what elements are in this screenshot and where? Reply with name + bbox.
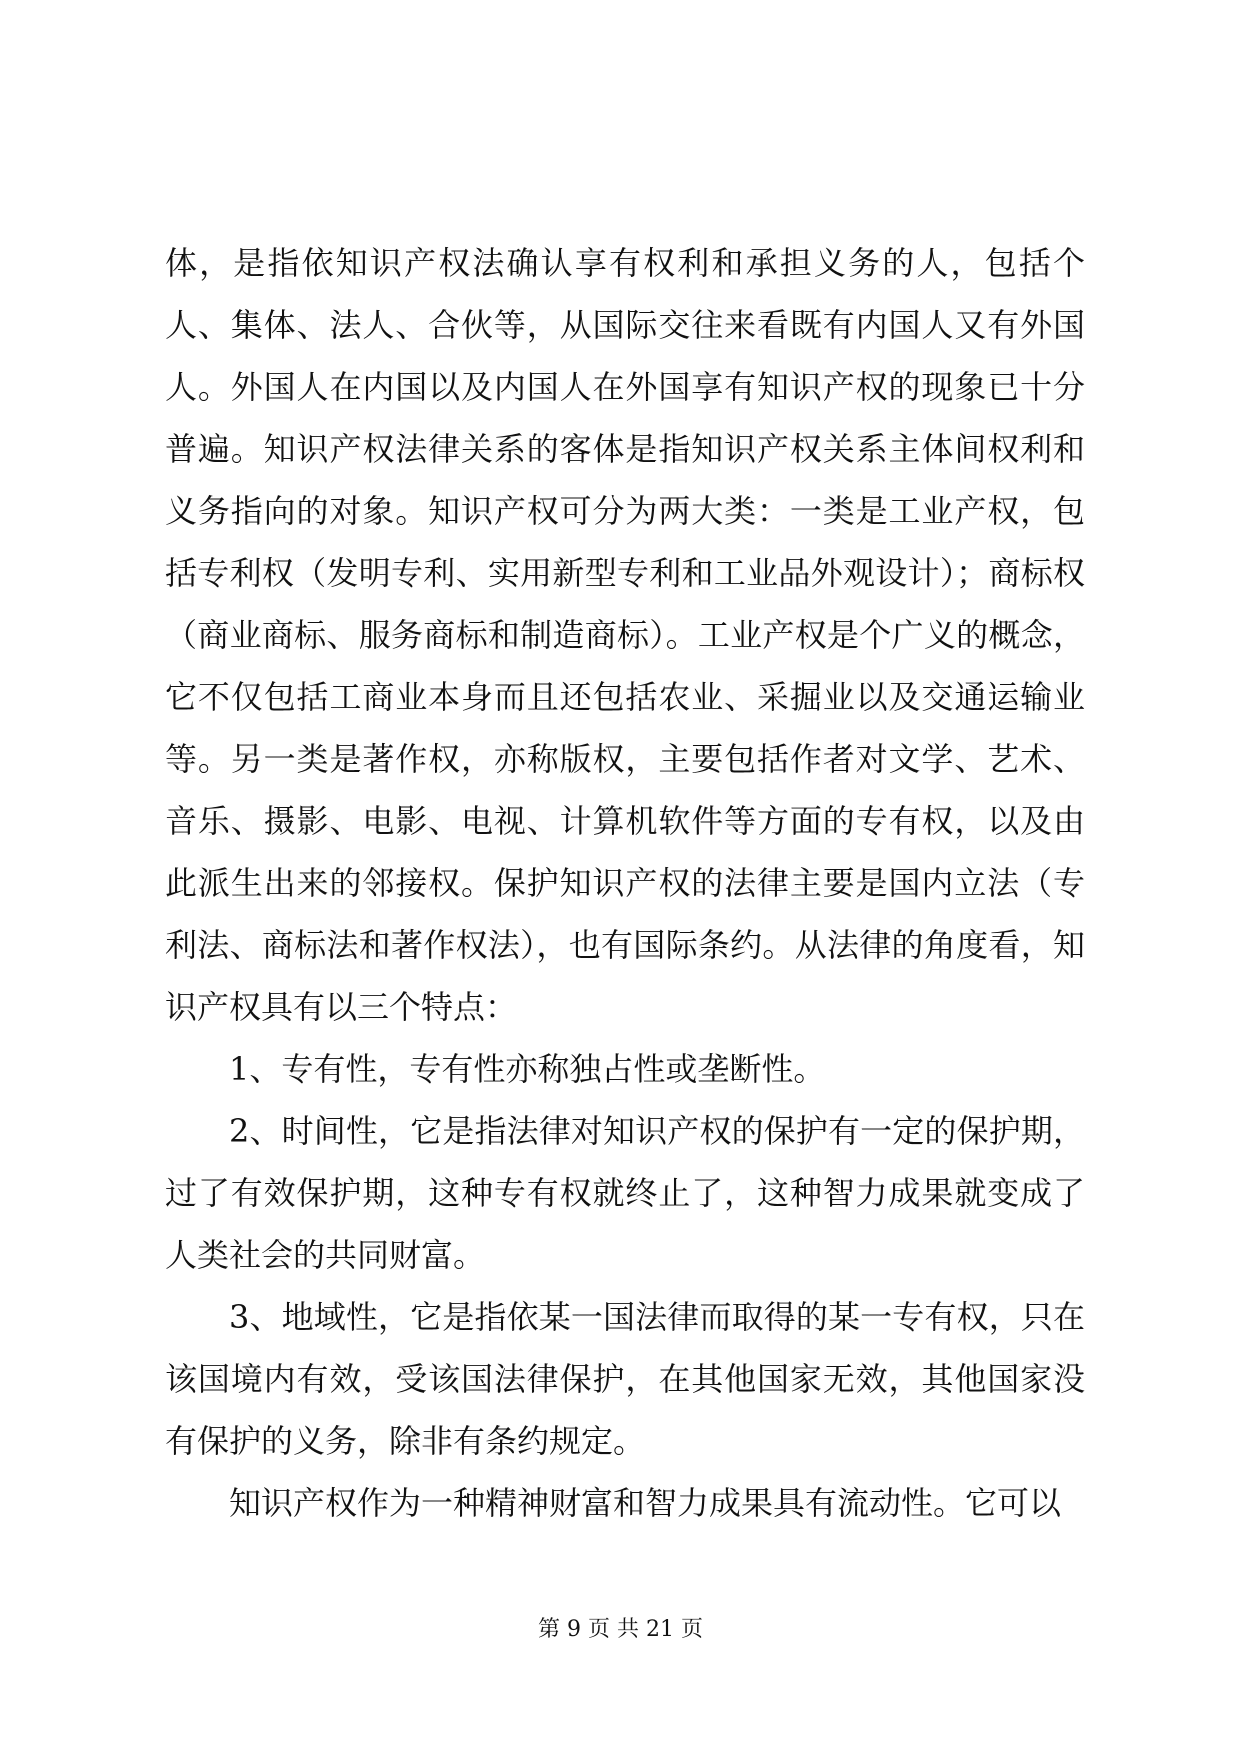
document-body	[165, 232, 1085, 1534]
paragraph-continuation: 体，是指依知识产权法确认享有权利和承担义务的人，包括个人、集体、法人、合伙等，从国际交往来看既有内国人又有外国人。外国人在内国以及内国人在外国享有知识产权的现象已十分普遍。知识产权法律关系的客体是指知识产权关系主体间权利和义务指向的对象。知识产权可分为两大类：一类是工业产权，包括专利权（发明专利、实用新型专利和工业品外观设计）；商标权（商业商标、服务商标和制造商标）。工业产权是个广义的概念，它不仅包括工商业本身而且还包括农业、采掘业以及交通运输业等。另一类是著作权，亦称版权，主要包括作者对文学、艺术、音乐、摄影、电影、电视、计算机软件等方面的专有权，以及由此派生出来的邻接权。保护知识产权的法律主要是国内立法（专利法、商标法和著作权法），也有国际条约。从法律的角度看，知识产权具有以三个特点：	[165, 244, 1085, 1026]
paragraph-final: 知识产权作为一种精神财富和智力成果具有流动性。它可以	[229, 1484, 1062, 1522]
page-number-footer: 第 9 页 共 21 页	[538, 1617, 703, 1642]
paragraph-item-2: 2、时间性，它是指法律对知识产权的保护有一定的保护期，过了有效保护期，这种专有权就终止了，这种智力成果就变成了人类社会的共同财富。	[165, 1112, 1085, 1274]
paragraph-item-3: 3、地域性，它是指依某一国法律而取得的某一专有权，只在该国境内有效，受该国法律保护，在其他国家无效，其他国家没有保护的义务，除非有条约规定。	[165, 1298, 1085, 1460]
paragraph-item-1: 1、专有性，专有性亦称独占性或垄断性。	[229, 1050, 826, 1088]
